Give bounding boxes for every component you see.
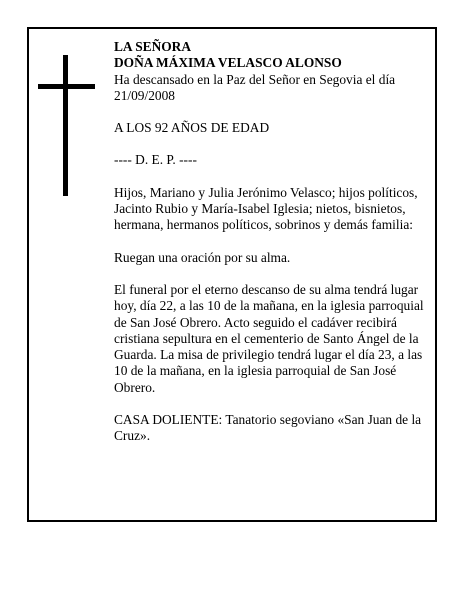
casa-doliente: CASA DOLIENTE: Tanatorio segoviano «San Juan de la Cruz». (114, 412, 422, 444)
funeral-paragraph: El funeral por el eterno descanso de su alma tendrá lugar hoy, día 22, a las 10 de la mañana, en la iglesia parroquial de San José Obrero. Acto seguido el cadáver recibirá cristiana sepultura en el cementerio de Santo Ángel de la Guarda. La misa de privilegio tendrá lugar el día 23, a las 10 de la mañana, en la iglesia parroquial de San José Obrero. (114, 281, 424, 395)
family-paragraph: Hijos, Mariano y Julia Jerónimo Velasco; hijos políticos, Jacinto Rubio y María-Isabel Iglesia; nietos, bisnietos, hermana, hermanos políticos, sobrinos y demás familia: (114, 184, 418, 233)
cross-horizontal-bar (38, 84, 95, 89)
dep-line: ---- D. E. P. ---- (114, 152, 197, 168)
rested-statement: Ha descansado en la Paz del Señor en Segovia el día 21/09/2008 (114, 71, 396, 103)
obituary-text (114, 39, 426, 445)
age-statement: A LOS 92 AÑOS DE EDAD (114, 120, 270, 136)
prayer-request: Ruegan una oración por su alma. (114, 249, 291, 265)
title-line-1: LA SEÑORA (114, 39, 192, 54)
cross-vertical-bar (63, 55, 68, 196)
deceased-name: DOÑA MÁXIMA VELASCO ALONSO (114, 55, 342, 71)
